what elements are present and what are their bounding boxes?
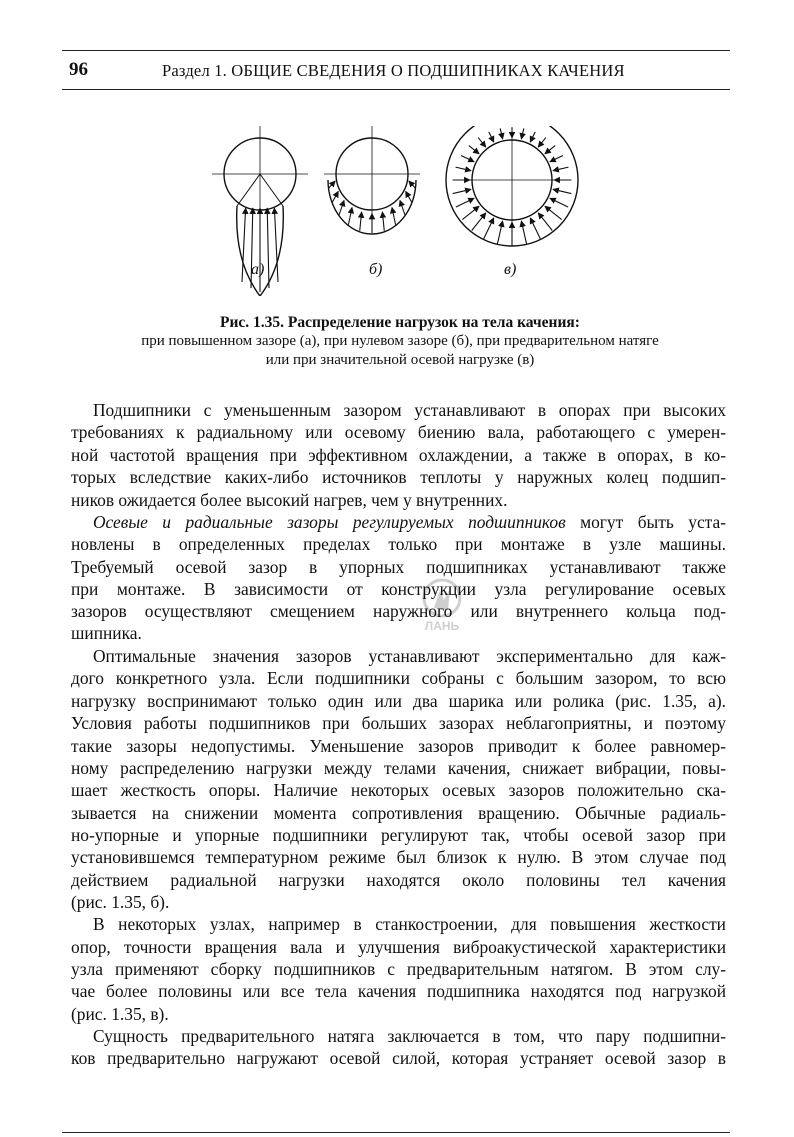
figure-label-c: в) xyxy=(504,261,517,278)
body-line: шает жесткость опоры. Наличие некоторых осевых зазоров положительно ска- xyxy=(71,780,726,800)
running-head: Раздел 1. ОБЩИЕ СВЕДЕНИЯ О ПОДШИПНИКАХ КАЧЕНИЯ xyxy=(162,61,625,80)
load-arrow xyxy=(553,189,571,193)
body-line: при монтаже. В зависимости от конструкции узла регулирование осевых xyxy=(71,579,726,599)
body-line: Подшипники с уменьшенным зазором устанавливают в опорах при высоких xyxy=(93,400,726,420)
body-line: опор, точности вращения вала и улучшения виброакустической характеристики xyxy=(71,937,726,957)
load-arrow xyxy=(478,138,486,148)
diagram-b xyxy=(324,126,420,234)
load-arrow xyxy=(274,208,278,282)
load-arrow xyxy=(360,212,362,231)
load-arrow xyxy=(339,200,344,215)
load-arrow xyxy=(329,181,336,188)
body-line: зывается на снижении момента сопротивления вращению. Обычные радиаль- xyxy=(71,803,726,823)
body-line: новлены в определенных пределах только при монтаже в узле машины. xyxy=(71,534,726,554)
body-line: действием радиальной нагрузки находятся около половины тел качения xyxy=(71,870,726,890)
top-rule xyxy=(62,50,730,51)
load-arrow xyxy=(489,132,494,142)
load-arrow xyxy=(406,191,412,202)
load-arrow xyxy=(484,218,494,239)
load-arrow xyxy=(469,146,479,154)
load-arrow xyxy=(332,191,338,202)
load-arrow xyxy=(456,198,474,207)
body-line: чае более половины или все тела качения подшипника находятся под нагрузкой xyxy=(71,981,726,1001)
body-line: ков предварительно нагружают осевой силой, которая устраняет осевой зазор в xyxy=(71,1048,726,1068)
body-line: ному распределению нагрузки между телами качения, снижает вибрации, повы- xyxy=(71,758,726,778)
body-line: но-упорные и упорные подшипники регулируют так, чтобы осевой зазор при xyxy=(71,825,726,845)
load-arrow xyxy=(538,213,552,231)
body-line: (рис. 1.35, в). xyxy=(71,1004,169,1024)
body-line: дого конкретного узла. Если подшипники собраны с большим зазором, то всю xyxy=(71,668,726,688)
load-arrow xyxy=(550,198,568,207)
load-arrow xyxy=(456,167,472,171)
sector-line xyxy=(260,174,283,206)
body-line xyxy=(93,511,726,533)
load-arrow xyxy=(461,155,474,161)
watermark-text: ЛАНЬ xyxy=(424,619,460,632)
load-arrow xyxy=(392,207,396,224)
body-line: нагрузку воспринимают только один или два шарика или ролика (рис. 1.35, а). xyxy=(71,691,726,711)
load-arrow xyxy=(521,221,526,244)
load-arrow xyxy=(400,200,405,215)
load-arrow xyxy=(453,189,471,193)
body-line: требованиях к радиальному или осевому биению вала, работающего с умерен- xyxy=(71,422,726,442)
bottom-rule xyxy=(62,1132,730,1133)
diagram-c xyxy=(446,126,578,246)
load-arrow xyxy=(521,128,523,139)
load-arrow xyxy=(500,128,502,139)
page-number: 96 xyxy=(69,59,88,80)
load-arrow xyxy=(242,208,246,282)
body-line: Требуемый осевой зазор в упорных подшипниках устанавливают также xyxy=(71,557,726,577)
italic-term: Осевые и радиальные зазоры регулируемых подшипников xyxy=(93,512,566,532)
load-arrow xyxy=(553,167,569,171)
load-arrow xyxy=(382,212,384,231)
body-line: Оптимальные значения зазоров устанавливают экспериментально для каж- xyxy=(93,646,726,666)
body-line: установившемся температурном режиме был близок к нулю. В этом случае под xyxy=(71,847,726,867)
load-arrow xyxy=(267,208,269,288)
load-arrow xyxy=(545,206,562,219)
figure-caption-line: или при значительной осевой нагрузке (в) xyxy=(265,352,535,368)
load-arrow xyxy=(538,138,546,148)
load-arrow xyxy=(530,218,540,239)
body-line: торых вследствие каких-либо источников теплоты у наружных колец подшип- xyxy=(71,467,726,487)
body-line: ников ожидается более высокий нагрев, чем у внутренних. xyxy=(71,490,508,510)
figure-label-a: а) xyxy=(251,261,265,278)
body-line: шипника. xyxy=(71,623,142,643)
load-arrow xyxy=(348,207,352,224)
body-line: зазоров осуществляют смещением наружного или внутреннего кольца под- xyxy=(71,601,726,621)
load-arrow xyxy=(497,221,502,244)
body-text: могут быть уста- xyxy=(565,512,726,532)
figure-label-b: б) xyxy=(369,261,383,278)
body-line: Условия работы подшипников при больших зазорах неблагоприятны, и поэтому xyxy=(71,713,726,733)
body-line: (рис. 1.35, б). xyxy=(71,892,170,912)
body-line: такие зазоры недопустимы. Уменьшение зазоров приводит к более равномер- xyxy=(71,736,726,756)
load-arrow xyxy=(530,132,535,142)
figure-caption-line: при повышенном зазоре (а), при нулевом зазоре (б), при предварительном натяге xyxy=(141,333,659,349)
figure-caption-title: Рис. 1.35. Распределение нагрузок на тела качения: xyxy=(220,314,580,331)
body-line: В некоторых узлах, например в станкостроении, для повышения жесткости xyxy=(93,914,726,934)
load-arrow xyxy=(550,155,563,161)
load-arrow xyxy=(472,213,486,231)
body-line: узла применяют сборку подшипников с предварительным натягом. В этом слу- xyxy=(71,959,726,979)
load-arrow xyxy=(462,206,479,219)
body-line: ной частотой вращения при эффективном охлаждении, а также в опорах, в ко- xyxy=(71,445,726,465)
sector-line xyxy=(237,174,260,206)
header-rule xyxy=(62,89,730,90)
body-line: Сущность предварительного натяга заключается в том, что пару подшипни- xyxy=(93,1026,726,1046)
load-arrow xyxy=(409,181,416,188)
load-arrow xyxy=(545,146,555,154)
